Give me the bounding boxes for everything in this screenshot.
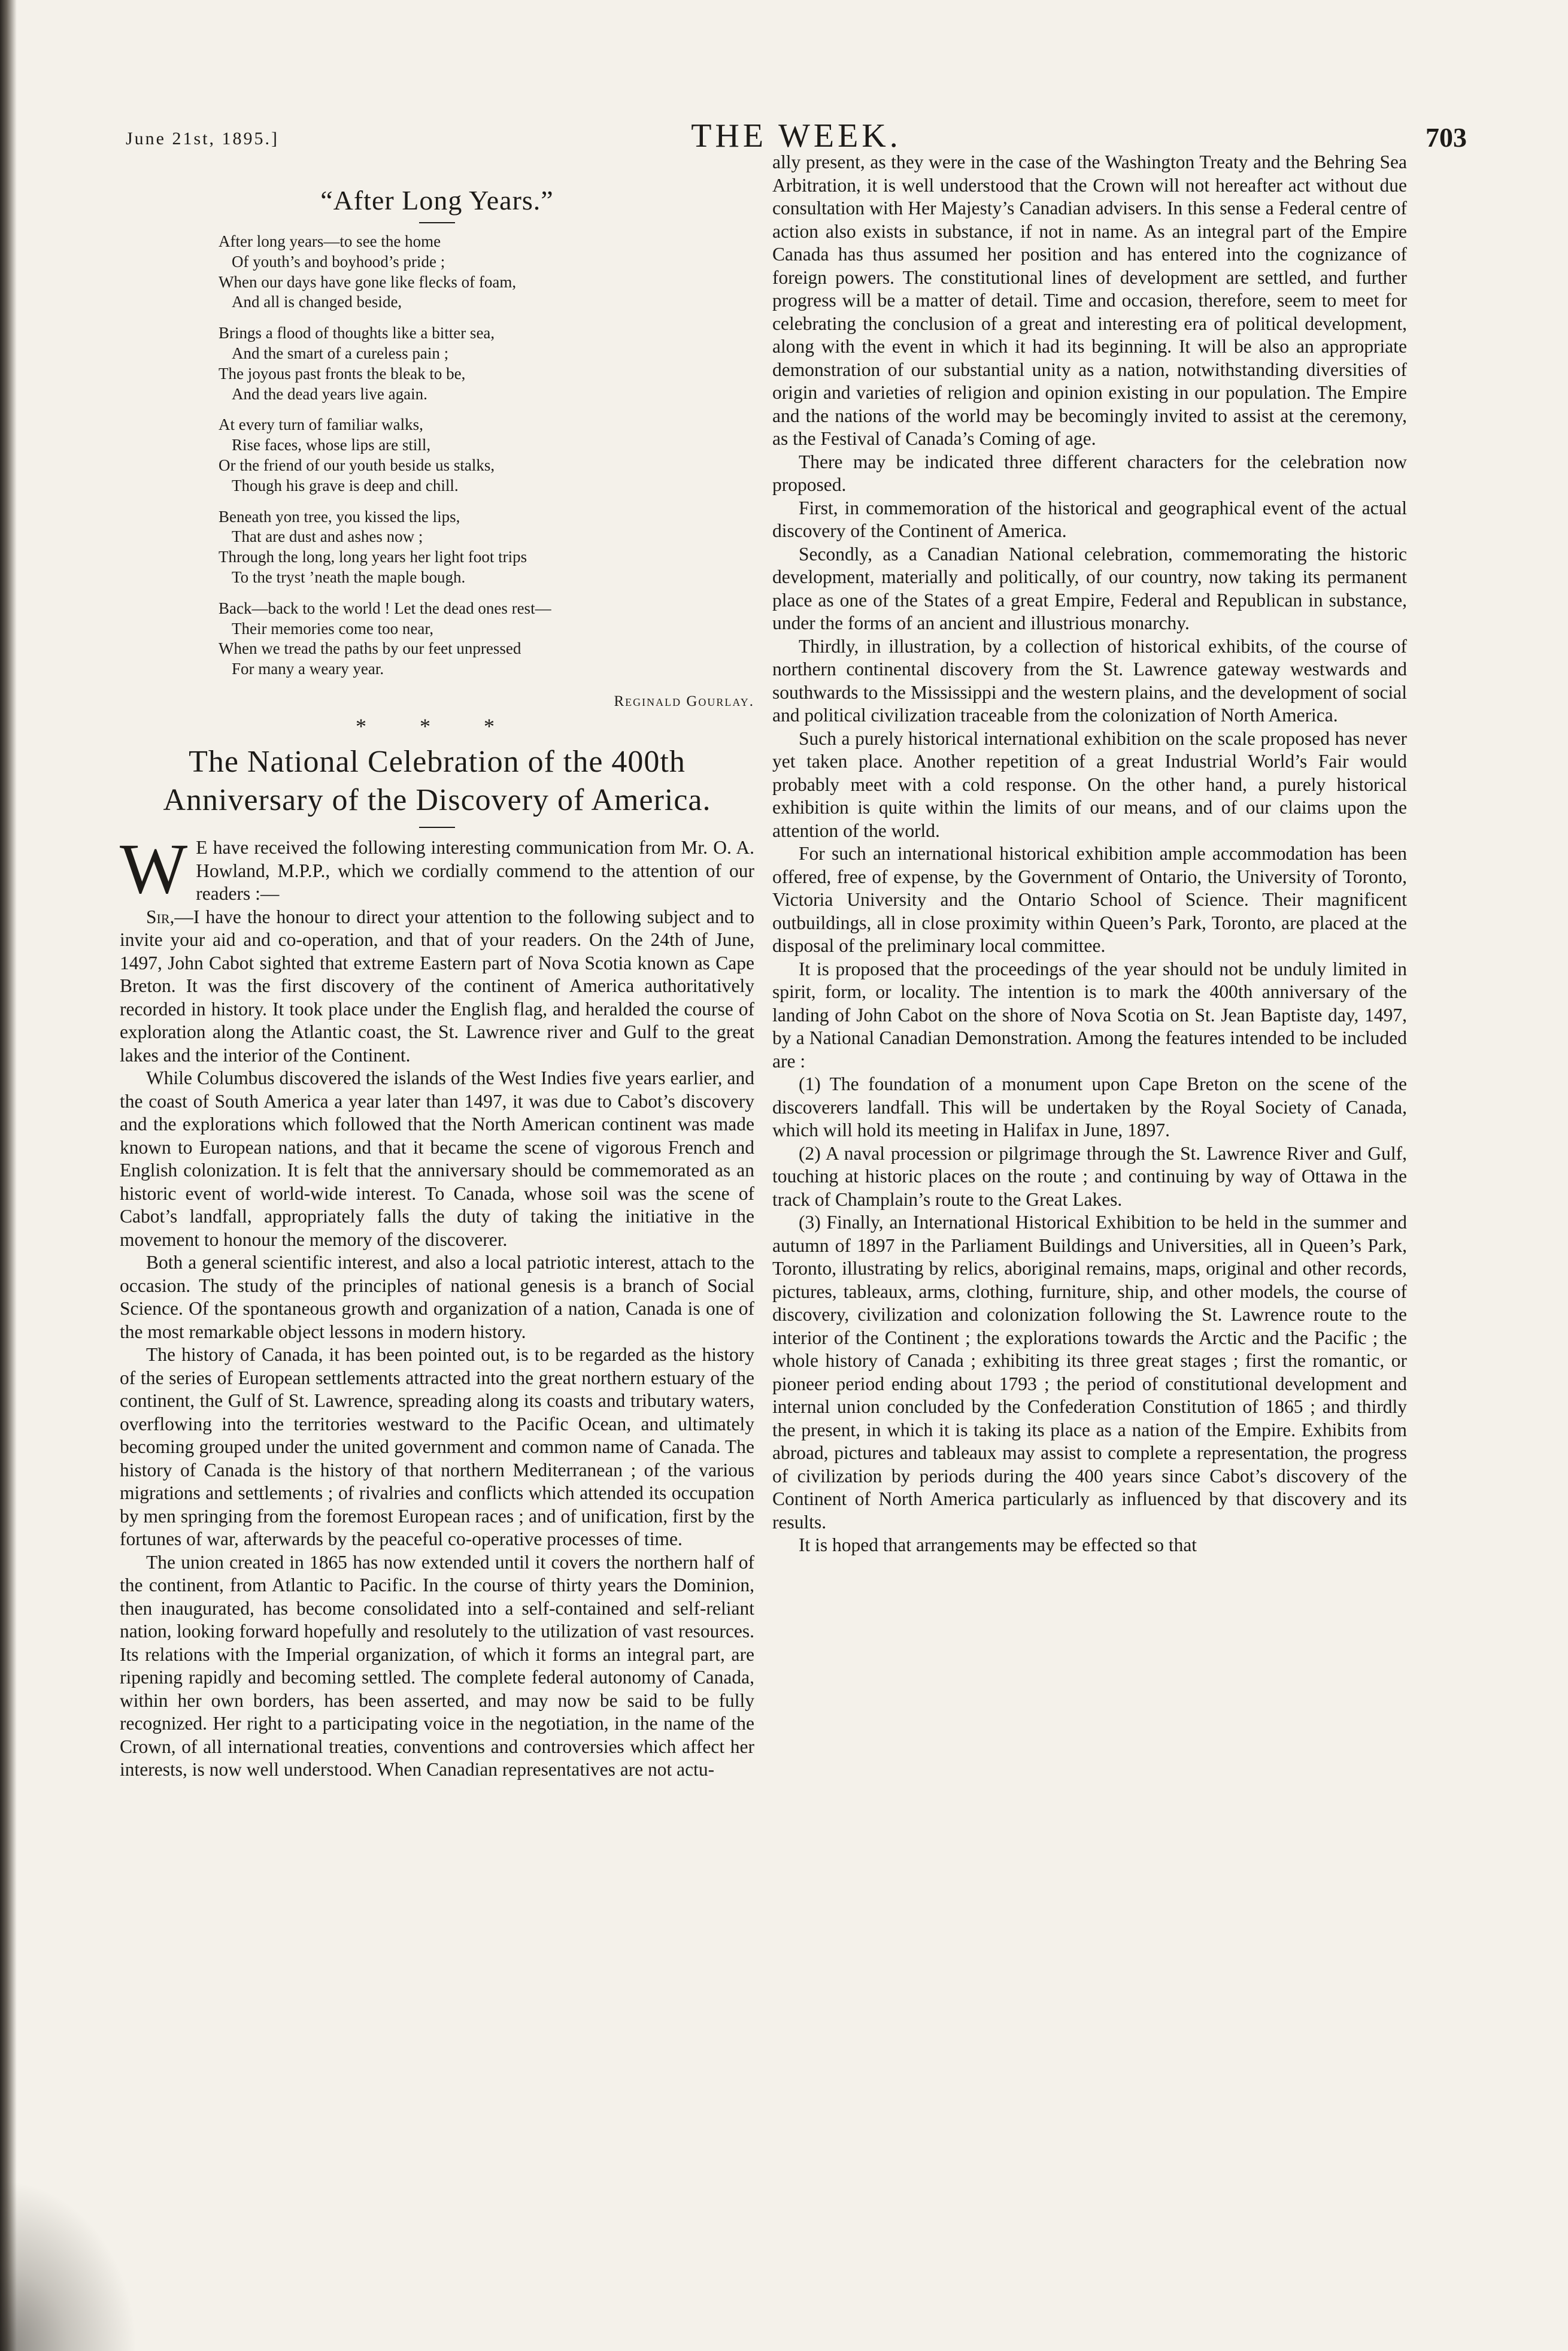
poem-line: Their memories come too near, [232,619,434,638]
right-column [772,151,1407,1557]
page-number: 703 [1426,122,1467,153]
article-paragraph: There may be indicated three different characters for the celebration now proposed. [772,451,1407,495]
poem-line: The joyous past fronts the bleak to be, [219,364,466,383]
divider-rule [419,222,455,223]
article-paragraph [120,906,754,1067]
article-paragraph: Secondly, as a Canadian National celebration, commemorating the historic development, materially and politically, of our country, now taking its permanent place as one of the States of a great Empire, Federal and Republican in substance, under the forms of an ancient and illustrious monarchy. [772,543,1407,633]
article-paragraph: While Columbus discovered the islands of the West Indies five years earlier, and the coast of South America a year later than 1497, it was due to Cabot’s discovery and the explorations which followed that the North American continent was made known to European nations, and that it became the scene of vigorous French and English colonization. It is felt that the anniversary should be commemorated as an historic event of world-wide interest. To Canada, whose soil was the scene of Cabot’s landfall, appropriately falls the duty of taking the initiative in the movement to honour the memory of the discoverer. [120,1067,754,1250]
article-headline: The National Celebration of the 400th Anniversary of the Discovery of America. [163,745,711,818]
article-intro [120,829,754,909]
poem-body [120,232,754,679]
article-paragraph: The history of Canada, it has been pointed out, is to be regarded as the history of the series of European settlements attracted into the great northern estuary of the continent, the Gulf of St. Lawrence, spreading along its coasts and tributary waters, overflowing into the territories westward to the Pacific Ocean, and ultimately becoming grouped under the united government and common name of Canada. The history of Canada is the history of that northern Mediterranean ; of the various migrations and settlements ; of rivalries and conflicts which attended its occupation by men springing from the foremost European races ; and of unification, first by the fortunes of war, afterwards by the peaceful co-operative processes of time. [120,1344,754,1550]
poem-stanza [219,599,754,679]
intro-text: E have received the following interesting communication from Mr. O. A. Howland, M.P.P., which we cordially commend to the attention of our readers :— [196,837,754,905]
poem-line: Beneath yon tree, you kissed the lips, [219,507,460,526]
poem-line: Back—back to the world ! Let the dead ones rest— [219,599,551,617]
left-column [120,183,754,1782]
poem-line: Or the friend of our youth beside us stalks, [219,456,495,474]
article-paragraph: Such a purely historical international exhibition on the scale proposed has never yet taken place. Another repetition of a great Industrial World’s Fair would probably meet with a cold response. On the other hand, a purely historical exhibition is quite within the limits of our means, and of our claims upon the attention of the world. [772,727,1407,841]
issue-date: June 21st, 1895.] [126,129,279,148]
poem-title: “After Long Years.” [320,185,554,216]
poem-stanza [219,232,754,313]
poem-line: Brings a flood of thoughts like a bitter sea, [219,324,495,342]
article-paragraph: (2) A naval procession or pilgrimage through the St. Lawrence River and Gulf, touching at historic places on the route ; and continuing by way of Ottawa in the track of Champlain’s route to the Great Lakes. [772,1142,1407,1210]
article-paragraph: Both a general scientific interest, and also a local patriotic interest, attach to the occasion. The study of the principles of national genesis is a branch of Social Science. Of the spontaneous growth and organization of a nation, Canada is one of the most remarkable object lessons in modern history. [120,1252,754,1342]
poem-line: Rise faces, whose lips are still, [232,436,431,454]
article-paragraph: (3) Finally, an International Historical Exhibition to be held in the summer and autumn of 1897 in the Parliament Buildings and Universities, all in Queen’s Park, Toronto, illustrating by relics, aboriginal remains, maps, original and other records, pictures, tableaux, arms, clothing, furniture, ship, and other models, the course of discovery, civilization and colonization following the St. Lawrence route to the interior of the Continent ; the explorations towards the Arctic and the Pacific ; the whole history of Canada ; exhibiting its three great stages ; first the romantic, or pioneer period ending about 1793 ; the period of constitutional development and internal union concluded by the Confederation Constitution of 1865 ; and thirdly the present, in which it is taking its place as a nation of the Empire. Exhibits from abroad, pictures and tableaux may assist to complete a representation, the progress of civilization by periods during the 400 years since Cabot’s discovery of the Continent of North America particularly as influenced by that discovery and its results. [772,1212,1407,1533]
paragraph-text: —I have the honour to direct your attention to the following subject and to invite your aid and co-operation, and that of your readers. On the 24th of June, 1497, John Cabot sighted that extreme Eastern part of Nova Scotia known as Cape Breton. It was the first discovery of the continent of America authoritatively recorded in history. It took place under the English flag, and heralded the course of exploration along the Atlantic coast, the St. Lawrence river and Gulf to the great lakes and the interior of the Continent. [120,906,754,1066]
poem-line: To the tryst ’neath the maple bough. [232,568,466,586]
masthead-title: THE WEEK. [691,117,902,154]
scan-binding-edge [0,0,17,2351]
divider-rule [419,827,455,828]
article-paragraph: It is proposed that the proceedings of the year should not be unduly limited in spirit, form, or locality. The intention is to mark the 400th anniversary of the landing of John Cabot on the shore of Nova Scotia on St. Jean Baptiste day, 1497, by a National Canadian Demonstration. Among the features intended to be included are : [772,958,1407,1072]
poem-line: And the smart of a cureless pain ; [232,344,449,362]
poem-line: When we tread the paths by our feet unpressed [219,639,521,658]
article-paragraph: The union created in 1865 has now extended until it covers the northern half of the continent, from Atlantic to Pacific. In the course of thirty years the Dominion, then inaugurated, has become consolidated into a self-contained and self-reliant nation, looking forward hopefully and resolutely to the utilization of vast resources. Its relations with the Imperial organization, of which it forms an integral part, are ripening rapidly and becoming settled. The complete federal autonomy of Canada, within her own borders, has been asserted, and may now be said to be fully recognized. Her right to a participating voice in the negotiation, in the name of the Crown, of all international treaties, conventions and controversies which affect her interests, is now well understood. When Canadian representatives are not actu- [120,1551,754,1780]
article-paragraph: ally present, as they were in the case of the Washington Treaty and the Behring Sea Arbitration, it is well understood that the Crown will not hereafter act without due consultation with Her Majesty’s Canadian advisers. In this sense a Federal centre of action also exists in substance, if not in name. As an integral part of the Empire Canada has thus assumed her position and has entered into the cognizance of foreign powers. The constitutional lines of development are settled, and further progress will be a matter of detail. Time and occasion, therefore, seem to meet for celebrating the conclusion of a great and interesting era of political development, along with the event in which it had its beginning. It will be also an appropriate demonstration of our substantial unity as a nation, notwithstanding diversities of origin and varieties of religion and opinion existing in our population. The Empire and the nations of the world may be becomingly invited to assist at the ceremony, as the Festival of Canada’s Coming of age. [772,151,1407,449]
poem-line: When our days have gone like flecks of foam, [219,272,517,291]
article-paragraph: It is hoped that arrangements may be effected so that [799,1534,1197,1555]
poem-line: For many a weary year. [232,660,384,678]
poem-line: Through the long, long years her light foot trips [219,548,527,566]
scan-corner-damage [0,2179,138,2351]
poem-line: That are dust and ashes now ; [232,527,423,546]
poem-line: Of youth’s and boyhood’s pride ; [232,252,445,271]
article-paragraph: For such an international historical exhibition ample accommodation has been offered, free of expense, by the Government of Ontario, the University of Toronto, Victoria University and the Ontario School of Science. Their magnificent outbuildings, all in close proximity within Queen’s Park, Toronto, are placed at the disposal of the preliminary local committee. [772,843,1407,956]
poem-line: At every turn of familiar walks, [219,415,423,434]
poem-stanza [219,507,754,588]
poem-author: Reginald Gourlay. [614,693,754,709]
drop-cap: W [120,829,188,909]
poem-line: And the dead years live again. [232,384,427,403]
poem-stanza [219,415,754,496]
poem-stanza [219,323,754,404]
poem-line: After long years—to see the home [219,232,441,250]
article-paragraph: Thirdly, in illustration, by a collection of historical exhibits, of the course of northern continental discovery from the St. Lawrence gateway westwards and southwards to the Mississippi and the western plains, and the development of social and political civilization traceable from the colonization of North America. [772,635,1407,726]
poem-line: And all is changed beside, [232,293,402,311]
salutation: Sir, [146,906,175,927]
article-paragraph: (1) The foundation of a monument upon Cape Breton on the scene of the discoverers landfall. This will be undertaken by the Royal Society of Canada, which will hold its meeting in Halifax in June, 1897. [772,1073,1407,1140]
poem-line: Though his grave is deep and chill. [232,476,459,495]
article-paragraph: First, in commemoration of the historical and geographical event of the actual discovery of the Continent of America. [772,497,1407,541]
section-asterisms: * * * [356,714,518,739]
